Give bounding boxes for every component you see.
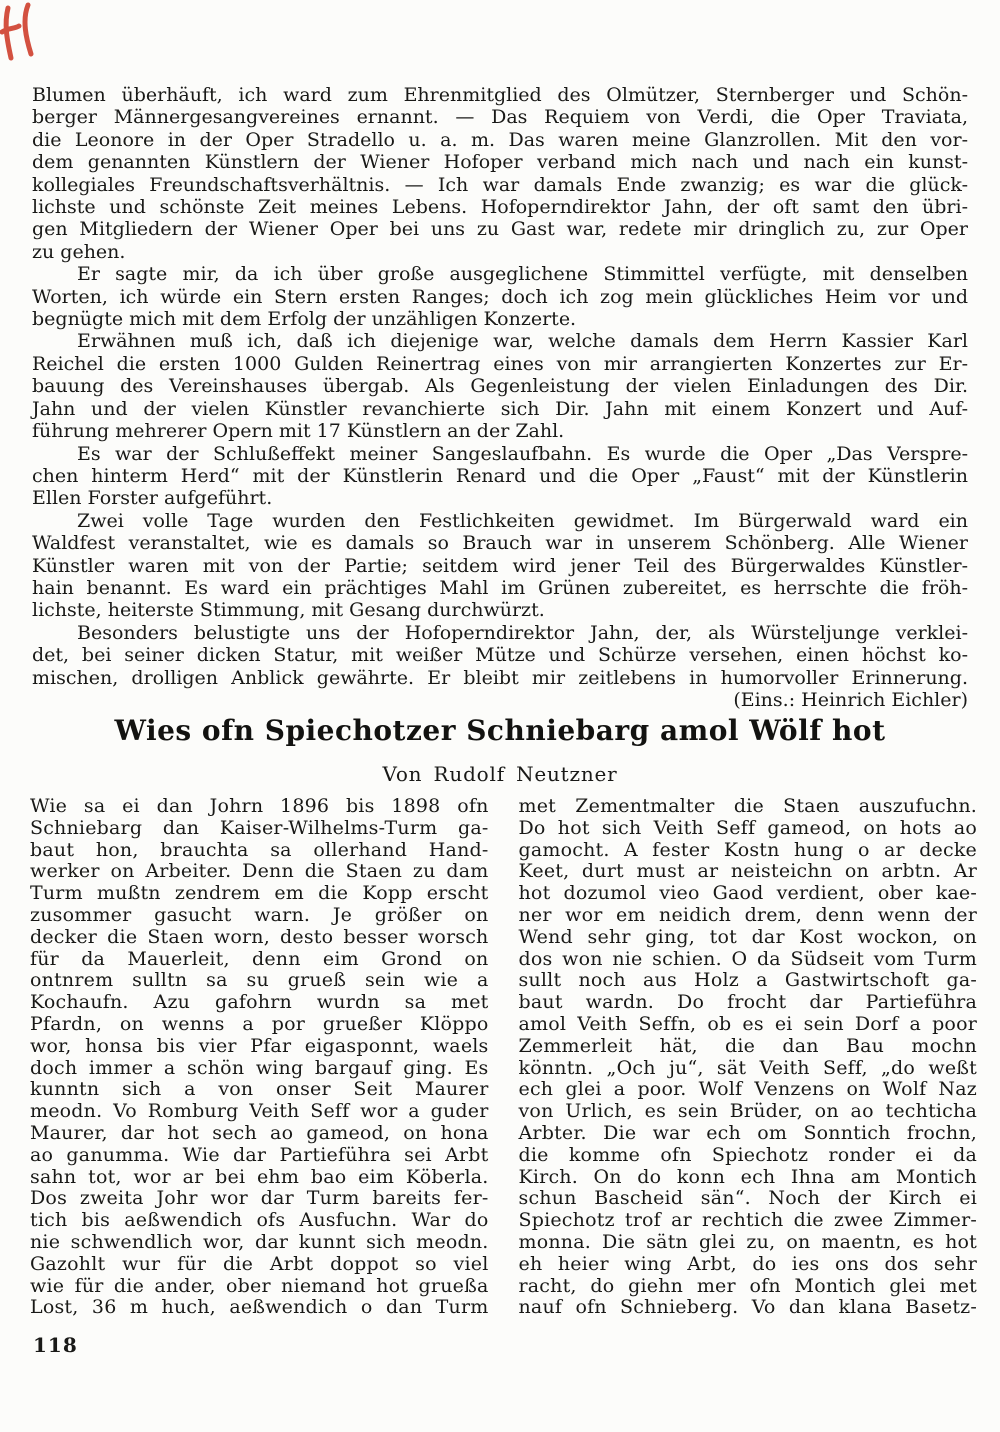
text-line: chen hinterm Herd“ mit der Künstlerin Renard und die Oper „Faust“ mit der Künstlerin	[32, 464, 968, 487]
text-line: sullt noch aus Holz a Gastwirtschoft ga-	[518, 969, 977, 992]
text-line: hain benannt. Es ward ein prächtiges Mahl im Grünen zubereitet, es herrschte die fröh-	[32, 576, 968, 599]
text-line: dem genannten Künstlern der Wiener Hofoper verband mich nach und nach ein kunst-	[32, 151, 968, 174]
text-line: begnügte mich mit dem Erfolg der unzähligen Konzerte.	[32, 308, 577, 331]
page-number: 118	[33, 1333, 78, 1357]
text-line: Arbter. Die war ech om Sonntich frochn,	[518, 1121, 977, 1144]
text-line: met Zementmalter die Staen auszufuchn.	[518, 795, 977, 817]
memoir-paragraph-lines	[32, 84, 968, 689]
text-line: Waldfest veranstaltet, wie es damals so Brauch war in unserem Schönberg. Alle Wiener	[32, 532, 968, 555]
text-line: kunntn sich a von onser Seit Maurer	[30, 1078, 489, 1101]
text-line: wie für die ander, ober niemand hot grueßa	[30, 1274, 489, 1297]
article-column-right	[519, 796, 978, 1319]
text-line: Gazohlt wur für die Arbt doppot so viel	[30, 1252, 489, 1275]
text-line: für da Mauerleit, denn eim Grond on	[30, 947, 489, 970]
text-line: nauf ofn Schnieberg. Vo dan klana Basetz-	[518, 1296, 977, 1319]
text-line: Kochaufn. Azu gafohrn wurdn sa met	[30, 991, 489, 1014]
text-line: Worten, ich würde ein Stern ersten Ranges; doch ich zog mein glückliches Heim vor und	[32, 285, 968, 308]
red-pen-marks	[0, 2, 44, 68]
text-line: ner wor em neidich drem, denn wenn der	[518, 903, 977, 926]
text-line: baut wardn. Do frocht dar Partieführa	[518, 991, 977, 1014]
text-line: könntn. „Och ju“, sät Veith Seff, „do weßt	[518, 1056, 977, 1079]
text-line: hot dozumol vieo Gaod verdient, ober kae-	[518, 882, 977, 905]
text-line: Schniebarg dan Kaiser-Wilhelms-Turm ga-	[30, 816, 489, 839]
text-line: dos won nie schien. O da Südseit vom Turm	[518, 947, 977, 970]
text-line: Wie sa ei dan Johrn 1896 bis 1898 ofn	[30, 795, 489, 817]
text-line: nie schwendlich wor, dar kunnt sich meodn.	[30, 1230, 489, 1253]
article-columns	[30, 796, 977, 1319]
text-line: Turm mußtn zendrem em die Kopp erscht	[30, 882, 489, 905]
text-line: die Leonore in der Oper Stradello u. a. m. Das waren meine Glanzrollen. Mit den vor-	[32, 128, 968, 151]
text-line: Maurer, dar hot sech ao gameod, on hona	[30, 1121, 489, 1144]
text-line: det, bei seiner dicken Statur, mit weißer Mütze und Schürze versehen, einen höchst ko-	[32, 644, 968, 667]
text-line: kollegiales Freundschaftsverhältnis. — Ich war damals Ende zwanzig; es war die glück-	[32, 173, 968, 196]
text-line: lichste, heiterste Stimmung, mit Gesang durchwürzt.	[32, 599, 545, 622]
text-line: schun Bascheid sän“. Noch der Kirch ei	[518, 1187, 977, 1210]
text-line: decker die Staen worn, desto besser worsch	[30, 925, 489, 948]
text-line: meodn. Vo Romburg Veith Seff wor a guder	[30, 1100, 489, 1123]
text-line: ontnrem sulltn sa su grueß sein wie a	[30, 969, 489, 992]
text-line: von Urlich, es sein Brüder, on ao techticha	[518, 1100, 977, 1123]
text-line: Künstler waren mit von der Partie; seitdem wird jener Teil des Bürgerwaldes Künstler-	[32, 554, 968, 577]
text-line: tich bis aeßwendich ofs Ausfuchn. War do	[30, 1209, 489, 1232]
text-line: Spiechotz trof ar rechtich die zwee Zimmer-	[518, 1209, 977, 1232]
text-line: berger Männergesangvereines ernannt. — Das Requiem von Verdi, die Oper Traviata,	[32, 106, 968, 129]
text-line: zu gehen.	[32, 240, 126, 263]
text-line: Ellen Forster aufgeführt.	[32, 487, 273, 510]
text-line: führung mehrerer Opern mit 17 Künstlern an der Zahl.	[32, 420, 565, 443]
text-line: Wend sehr ging, tot dar Kost wockon, on	[518, 925, 977, 948]
text-line: Lost, 36 m huch, aeßwendich o dan Turm	[30, 1296, 489, 1319]
text-line: Erwähnen muß ich, daß ich diejenige war, welche damals dem Herrn Kassier Karl	[77, 330, 968, 353]
text-line: Reichel die ersten 1000 Gulden Reinertrag eines von mir arrangierten Konzertes zur Er-	[32, 352, 968, 375]
text-line: Es war der Schlußeffekt meiner Sangeslaufbahn. Es wurde die Oper „Das Verspre-	[77, 442, 968, 465]
text-line: Pfardn, on wenns a por grueßer Klöppo	[30, 1012, 489, 1035]
text-line: ech glei a poor. Wolf Venzens on Wolf Naz	[518, 1078, 977, 1101]
text-line: mischen, drolligen Anblick gewährte. Er bleibt mir zeitlebens in humorvoller Erinnerung.	[32, 666, 968, 689]
text-line: gen Mitgliedern der Wiener Oper bei uns zu Gast war, redete mir dringlich zu, zur Oper	[32, 218, 968, 241]
text-line: Zwei volle Tage wurden den Festlichkeiten gewidmet. Im Bürgerwald ward ein	[77, 509, 968, 532]
text-line: Dos zweita Johr wor dar Turm bareits fer-	[30, 1187, 489, 1210]
text-line: Blumen überhäuft, ich ward zum Ehrenmitglied des Olmützer, Sternberger und Schön-	[32, 84, 968, 106]
text-line: Er sagte mir, da ich über große ausgeglichene Stimmittel verfügte, mit denselben	[77, 263, 968, 286]
text-line: Besonders belustigte uns der Hofoperndirektor Jahn, der, als Würsteljunge verklei-	[77, 621, 968, 644]
article-column-left	[30, 796, 489, 1319]
article-byline: Von Rudolf Neutzner	[382, 762, 618, 786]
text-line: wor, honsa bis vier Pfar eigasponnt, waels	[30, 1034, 489, 1057]
text-line: Do hot sich Veith Seff gameod, on hots ao	[518, 816, 977, 839]
text-line: baut hon, brauchta sa ollerhand Hand-	[30, 838, 489, 861]
text-line: ao ganumma. Wie dar Partieführa sei Arbt	[30, 1143, 489, 1166]
text-line: bauung des Vereinshauses übergab. Als Gegenleistung der vielen Einladungen des Dir.	[32, 375, 968, 398]
text-line: Kirch. On do konn ech Ihna am Montich	[518, 1165, 977, 1188]
text-line: doch immer a schön wing bargauf ging. Es	[30, 1056, 489, 1079]
article-title: Wies ofn Spiechotzer Schniebarg amol Wölf hot	[114, 714, 886, 747]
text-line: monna. Die sätn glei zu, on maentn, es hot	[518, 1230, 977, 1253]
text-line: Jahn und der vielen Künstler revanchierte sich Dir. Jahn mit einem Konzert und Auf-	[32, 397, 968, 420]
memoir-text-block	[32, 84, 968, 711]
text-line: sahn tot, wor ar bei ehm bao eim Köberla.	[30, 1165, 489, 1188]
text-line: zusommer gasucht warn. Je größer on	[30, 903, 489, 926]
text-line: Zemmerleit hät, die dan Bau mochn	[518, 1034, 977, 1057]
text-line: amol Veith Seffn, ob es ei sein Dorf a poor	[518, 1012, 977, 1035]
text-line: gamocht. A fester Kostn hung o ar decke	[518, 838, 977, 861]
text-line: eh heier wing Arbt, do ies ons dos sehr	[518, 1252, 977, 1275]
text-line: werker on Arbeiter. Denn die Staen zu dam	[30, 860, 489, 883]
text-line: Keet, durt must ar neisteichn on arbtn. Ar	[518, 860, 977, 883]
text-line: lichste und schönste Zeit meines Lebens. Hofoperndirektor Jahn, der oft samt den übri-	[32, 196, 968, 219]
text-line: die komme ofn Spiechotz ronder ei da	[518, 1143, 977, 1166]
submitter-credit: (Eins.: Heinrich Eichler)	[733, 688, 968, 711]
text-line: racht, do giehn mer ofn Montich glei met	[518, 1274, 977, 1297]
